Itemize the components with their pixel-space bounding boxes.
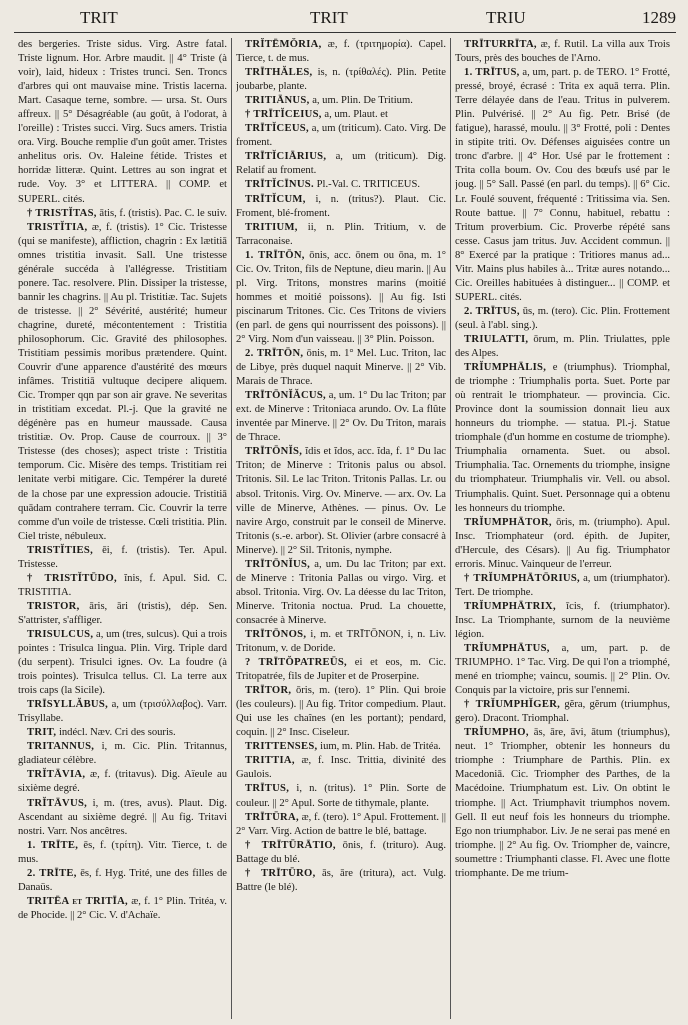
dictionary-entry: [236, 811, 446, 839]
dictionary-entry: [236, 66, 446, 94]
entry-text: æ, f. Insc. Trittia, divinité des Gaulois.: [236, 755, 446, 781]
entry-text: i, m. et TRĪTŌNON, i, n. Liv. Tritonum, v. de Doride.: [236, 628, 446, 655]
entry-text: ātis, f. (tristis). Pac. C. le suiv.: [99, 207, 227, 219]
entry-headword: ? TRĪTŎPATREŪS,: [245, 657, 348, 669]
entry-headword: TRĪTŌNOS,: [245, 628, 307, 640]
entry-text: a, um (τρισύλλαβος). Varr. Trisyllabe.: [18, 699, 227, 725]
dictionary-entry: [18, 740, 227, 768]
entry-text: ās, āre, āvi, ātum (triumphus), neut. 1° Triompher, obtenir les honneurs du triomphe : Triumphare de Parthis. Plin. ex Macedoniā. Cic. Triompher des Parthes, de la Macédoine. Triumphatum est. Liv. On obtint le triomphe. || Act. Triumphavit triumphos novem. Gell. Il eut neuf fois les honneurs du triomphe. Ego non triumphabor. Liv. Je ne serai pas mené en triomphe. || 2° Au fig. Ov. Triompher de, vaincre, soumettre : Triumphanti classe. Fl. Avec une flotte triomphante. De me trium-: [455, 727, 670, 879]
dictionary-entry: [455, 642, 670, 698]
dictionary-entry: [18, 895, 227, 923]
dictionary-entry: [18, 221, 227, 544]
entry-text: is, n. (τρίθαλές). Plin. Petite joubarbe, plante.: [236, 67, 446, 93]
dictionary-entry: [236, 108, 446, 122]
entry-headword: 1. TRĪTUS,: [464, 67, 520, 79]
entry-text: ōris, m. (tero). 1° Plin. Qui broie (les couleurs). || Au fig. Tritor compedium. Plaut. Qui use les chaînes (en les portant); pendard, coquin. || 2° Insc. Ciseleur.: [236, 685, 446, 739]
dictionary-entry: [236, 839, 446, 867]
entry-text: gĕra, gĕrum (triumphus, gero). Dracont. Triomphal.: [455, 699, 670, 725]
dictionary-entry: [455, 600, 670, 642]
entry-headword: 2. TRĪTUS,: [464, 305, 520, 317]
dictionary-entry: [18, 768, 227, 796]
column-divider: [450, 38, 451, 1019]
entry-headword: † TRĬUMPHĬGER,: [464, 699, 561, 711]
column-middle: [236, 38, 446, 1019]
entry-text: a, um (triticum). Cato. Virg. De froment.: [236, 123, 446, 149]
entry-text: ēs, f. (τρίτη). Vitr. Tierce, t. de mus.: [18, 839, 227, 865]
dictionary-entry: [236, 684, 446, 740]
entry-headword: TRISTĬTIES,: [27, 544, 94, 556]
dictionary-entry: [236, 122, 446, 150]
entry-headword: TRĪTŌNĬĂCUS,: [245, 390, 327, 402]
entry-headword: TRĪTOR,: [245, 685, 292, 697]
dictionary-entry: [18, 867, 227, 895]
entry-text: a, um (triticum). Dig. Relatif au froment.: [236, 151, 446, 177]
entry-headword: TRĪTĬCĪNUS.: [245, 179, 314, 191]
entry-text: ōnis, m. 1° Mel. Luc. Triton, lac de Libye, près duquel naquit Minerve. || 2° Vib. Marais de Thrace.: [236, 348, 446, 388]
dictionary-entry: [236, 38, 446, 66]
entry-headword: TRĬTĀVUS,: [27, 797, 88, 809]
entry-headword: TRĬUMPHĀTOR,: [464, 516, 552, 528]
entry-headword: TRISTOR,: [27, 600, 80, 612]
entry-text: a, um (triumphator). Tert. De triomphe.: [455, 572, 670, 598]
dictionary-entry: [236, 445, 446, 557]
entry-text: æ, f. (tristis). 1° Cic. Tristesse (qui se manifeste), affliction, chagrin : Ex lætitiā omnes tristitia invasit. Sall. Une tristesse générale succéda à l'allégresse. Tristitiam ponere. Tac. resolvere. Plin. Dissiper la tristesse, bannir les chagrins. || Au pl. Tristitiæ. Tac. Sujets de tristesse. || 2° Sévérité, austérité; humeur chagrine, dureté, mécontentement : Tristitia philosophorum. Cic. Gravité des philosophes. Tristitiam pessimis moribus prætendere. Quint. Couvrir d'une apparence d'austérité des mœurs infâmes. Tristitiā vultuque decipere aliquem. Cic. Tromper qqn par son air grave. Ne severitas in tristitiam excedat. Pl.-j. Que la gravité ne dégénère pas en humeur maussade. Causa tristitiæ. Ov. Prop. Cause de courroux. || 3° Tristesse (des choses); aspect triste : Tristitia temporum. Cic. Misère des temps. Tristitiam rei lenitate verbi mitigare. Cic. Tempérer la dureté de la chose par une expression adoucie. Tristitiā quādam contrahere terram. Cic. Couvrir la terre comme d'un voile de tristesse. Cœli tristitia. Plin. Ciel triste, nébuleux.: [18, 221, 227, 542]
entry-headword: TRĪTĬCEUS,: [245, 123, 309, 135]
entry-headword: TRIULATTI,: [464, 333, 529, 345]
entry-text: a, um, part. p. de TRIUMPHO. 1° Tac. Virg. De qui l'on a triomphé, mené en triomphe; vaincu, soumis. || 2° Plin. Ov. Conquis par la victoire, pris sur l'ennemi.: [455, 643, 670, 697]
entry-text: æ, f. 1° Plin. Tritéa, v. de Phocide. || 2° Cic. V. d'Achaïe.: [18, 895, 227, 921]
dictionary-entry: [455, 726, 670, 881]
entry-headword: 2. TRĪTE,: [27, 867, 77, 879]
entry-headword: † TRĪTĬCEIUS,: [245, 109, 322, 121]
dictionary-entry: [455, 698, 670, 726]
entry-text: ōnis, f. (trituro). Aug. Battage du blé.: [236, 839, 446, 865]
entry-text: Pl.-Val. C. TRITICEUS.: [316, 179, 421, 191]
dictionary-entry: [236, 94, 446, 108]
entry-headword: † TRISTĬTAS,: [27, 207, 97, 219]
entry-text: ōnis, acc. ōnem ou ōna, m. 1° Cic. Ov. Triton, fils de Neptune, dieu marin. || Au pl. Virg. Tritons, monstres marins (moitié hommes et moitié poissons). || Au fig. Isti piscinarum Tritones. Cic. Ces Tritons de viviers (en parl. de gens qui nourrissent des poissons). || 2° Virg. Nom d'un vaisseau. || 3° Plin. Poisson.: [236, 249, 446, 345]
entry-text: des bergeries. Triste sidus. Virg. Astre fatal. Triste lignum. Hor. Arbre maudit. || 4° Triste (à voir), laid, hideux : Tristes trunci. Sen. Troncs d'arbres qui ont mauvaise mine. Tristis lacerna. Mart. Casaque terne, sombre. — ursa. St. Ours affreux. || 5° Désagréable (au goût, à l'odorat, à l'oreille) : Tristes succi. Virg. Sucs amers. Tristia ora. Virg. Bouche remplie d'un goût amer. Tristes anhelitus oris. Ov. Haleine fétide. Tristes et horridæ litteræ. Quint. Lettres au son ingrat et rude. Voy. 3° et LITTERA. || COMP. et SUPERL. cités.: [18, 39, 227, 205]
dictionary-entry: [18, 797, 227, 839]
dictionary-entry: [18, 600, 227, 628]
dictionary-entry: [18, 38, 227, 207]
entry-headword: TRĬUMPHĀLIS,: [464, 362, 547, 374]
dictionary-entry: [236, 656, 446, 684]
entry-headword: TRĪTŪRA,: [245, 811, 299, 823]
column-left: [18, 38, 227, 1019]
entry-headword: TRITTENSES,: [245, 741, 318, 753]
entry-text: a, um. Plaut. et: [324, 109, 388, 121]
entry-headword: TRĪTURRĪTA,: [464, 39, 537, 50]
entry-headword: † TRĬUMPHĀTŌRIUS,: [464, 572, 580, 584]
header-left-word: TRIT: [80, 8, 118, 27]
dictionary-entry: [455, 66, 670, 305]
entry-text: ĭnis, f. Apul. Sid. C. TRISTITIA.: [18, 572, 227, 598]
entry-headword: TRĬUMPHĀTUS,: [464, 643, 550, 655]
entry-headword: TRIT,: [27, 727, 57, 739]
dictionary-entry: [18, 839, 227, 867]
entry-headword: 1. TRĪTŌN,: [245, 249, 305, 261]
dictionary-entry: [455, 572, 670, 600]
entry-text: i, m. Cic. Plin. Tritannus, gladiateur célèbre.: [18, 741, 227, 767]
entry-text: āris, āri (tristis), dép. Sen. S'attrister, s'affliger.: [18, 600, 227, 626]
dictionary-entry: [236, 740, 446, 754]
entry-text: a, um. Plin. De Tritium.: [312, 95, 413, 107]
header-rule: [14, 32, 676, 33]
entry-headword: TRĬTĒMŎRIA,: [245, 39, 322, 50]
entry-headword: TRITIĀNUS,: [245, 95, 310, 107]
entry-text: e (triumphus). Triomphal, de triomphe : Triumphalis porta. Suet. Porte par où rentrait le triomphateur. — provincia. Cic. Province dont la soumission donnait lieu aux honneurs du triomphe. — statua. Pl.-j. Statue triomphale (d'un homme en costume de triomphe). Triumphalia ornamenta. Suet. ou absol. Triumphalia. Tac. Ornements du triomphe, insigne du triomphateur. Triumphalis vir. Vell. ou absol. Triumphalis. Quint. Suet. Personnage qui a obtenu les honneurs du triomphe.: [455, 362, 670, 514]
entry-text: i, n. (tritus). 1° Plin. Sorte de couleur. || 2° Apul. Sorte de tithymale, plante.: [236, 783, 446, 809]
entry-text: æ, f. (tritavus). Dig. Aïeule au sixième degré.: [18, 769, 227, 795]
dictionary-entry: [18, 698, 227, 726]
header-right-word: TRIU: [486, 8, 526, 27]
entry-headword: TRĪSYLLĂBUS,: [27, 699, 109, 711]
entry-headword: TRĪTŌNĬS,: [245, 446, 303, 458]
entry-text: a, um, part. p. de TERO. 1° Frotté, pressé, broyé, écrasé : Trita ex aquā terra. Plin. Terre délayée dans de l'eau. Tritus in pulverem. Plin. Pulvérisé. || 2° Au fig. Petr. Brisé (de fatigue), harassé, moulu. || 3° Frotté, poli : Dentes in stipite triti. Ov. Défenses aiguisées contre un tronc d'arbre. || 4° Hor. Usé par le frottement : Trita colla boum. Ov. Cou des bœufs usé par le joug. || 5° Sall. Passé (en parl. du temps). || 6° Cic. Lr. Foulé souvent, fréquenté : Tritissima via. Sen. Route battue. || 7° Connu, habituel, rebattu : Tritum proverbium. Cic. Proverbe répété sans cesse. Casus jam tritus. Juv. Accident commun. || 8° Exercé par la pratique : Tritiores manus ad... Vitr. Mains plus habiles à... Tritæ aures notando... Cic. Oreilles habituées à distinguer... || COMP. et SUPERL. cités.: [455, 67, 670, 303]
dictionary-entry: [236, 249, 446, 347]
dictionary-entry: [236, 754, 446, 782]
entry-headword: TRISTĬTIA,: [27, 221, 88, 233]
dictionary-entry: [236, 389, 446, 445]
dictionary-entry: [455, 516, 670, 572]
entry-headword: TRĪTŌNĬUS,: [245, 558, 311, 570]
entry-headword: TRĬUMPHO,: [464, 727, 529, 739]
header-middle-word: TRIT: [310, 8, 348, 27]
dictionary-entry: [236, 178, 446, 192]
entry-text: a, um. 1° Du lac Triton; par ext. de Minerve : Tritoniaca arundo. Ov. La flûte inventée par Minerve. || 2° Ov. Du Triton, marais de Thrace.: [236, 390, 446, 444]
entry-text: ōris, m. (triumpho). Apul. Insc. Triomphateur (ord. épith. de Jupiter, d'Hercule, des Césars). || Au fig. Triumphator erroris. Minuc. Vainqueur de l'erreur.: [455, 516, 670, 570]
dictionary-entry: [18, 207, 227, 221]
dictionary-entry: [236, 193, 446, 221]
entry-text: ās, āre (tritura), act. Vulg. Battre (le blé).: [236, 867, 446, 893]
entry-text: i, m. (tres, avus). Plaut. Dig. Ascendant au sixième degré. || Au fig. Tritavi nostri. Varr. Nos ancêtres.: [18, 797, 227, 837]
entry-headword: † TRĪTŪRO,: [245, 867, 316, 879]
dictionary-entry: [18, 544, 227, 572]
entry-headword: † TRĪTŪRĀTIO,: [245, 839, 336, 851]
entry-headword: 2. TRĪTŌN,: [245, 348, 304, 360]
entry-text: ūs, m. (tero). Cic. Plin. Frottement (seul. à l'abl. sing.).: [455, 305, 670, 331]
entry-headword: TRĪTĬCIĀRIUS,: [245, 151, 327, 163]
entry-text: ei et eos, m. Cic. Tritopatrée, fils de Jupiter et de Proserpine.: [236, 657, 446, 683]
dictionary-entry: [236, 150, 446, 178]
entry-headword: TRĪTĬCUM,: [245, 193, 306, 205]
entry-headword: TRITTIA,: [245, 755, 295, 767]
dictionary-entry: [236, 221, 446, 249]
entry-text: ēs, f. Hyg. Trité, une des filles de Danaüs.: [18, 867, 227, 893]
entry-headword: TRITANNUS,: [27, 741, 95, 753]
entry-headword: TRISULCUS,: [27, 628, 94, 640]
entry-text: a, um (tres, sulcus). Qui a trois pointes : Trisulca lingua. Plin. Virg. Triple dard (du serpent). Trisulci ignes. Ov. La foudre (à trois pointes). Trisulca tellus. Cl. La terre aux trois caps (la Sicile).: [18, 628, 227, 697]
entry-headword: TRITĒA et TRITĪA,: [27, 895, 129, 907]
dictionary-entry: [455, 305, 670, 333]
entry-headword: TRĬUMPHĀTRIX,: [464, 600, 556, 612]
entry-text: īcis, f. (triumphator). Insc. La Triomphante, surnom de la neuvième légion.: [455, 600, 670, 640]
dictionary-entry: [236, 558, 446, 628]
entry-text: æ, f. Rutil. La villa aux Trois Tours, près des bouches de l'Arno.: [455, 39, 670, 65]
entry-text: ōrum, m. Plin. Triulattes, pple des Alpes.: [455, 333, 670, 360]
entry-text: æ, f. (tero). 1° Apul. Frottement. || 2° Varr. Virg. Action de battre le blé, battage.: [236, 811, 446, 837]
dictionary-entry: [455, 333, 670, 361]
entry-text: ēi, f. (tristis). Ter. Apul. Tristesse.: [18, 544, 227, 570]
running-header: [14, 8, 676, 30]
entry-headword: TRĬTĀVIA,: [27, 769, 86, 781]
dictionary-entry: [18, 726, 227, 740]
dictionary-entry: [236, 782, 446, 810]
entry-headword: TRĪTHĂLES,: [245, 67, 313, 79]
column-right: [455, 38, 670, 1019]
entry-text: indécl. Næv. Cri des souris.: [58, 727, 176, 739]
entry-headword: † TRISTĬTŪDO,: [27, 572, 117, 584]
dictionary-entry: [455, 361, 670, 516]
entry-headword: TRĪTUS,: [245, 783, 290, 795]
entry-headword: 1. TRĪTE,: [27, 839, 79, 851]
dictionary-entry: [236, 347, 446, 389]
column-divider: [231, 38, 232, 1019]
dictionary-entry: [455, 38, 670, 66]
entry-text: ĭdis et ĭdos, acc. ĭda, f. 1° Du lac Triton; de Minerve : Tritonis palus ou absol. Tritonis. Sil. Le lac Triton. Tritonis Pallas. Lr. ou absol. Tritonis. Virg. Ov. Minerve. — arx. Ov. La ville de Minerve, Athènes. — pinus. Ov. Le navire Argo, construit par le conseil de Minerve. Tritonis (s.-e. arbor). St. Olivier (arbre consacré à Minerve). || 2° Sil. Tritonis, nymphe.: [236, 446, 446, 556]
entry-text: i, n. (tritus?). Plaut. Cic. Froment, blé-froment.: [236, 193, 446, 219]
entry-headword: TRITIUM,: [245, 221, 298, 233]
entry-text: ii, n. Plin. Tritium, v. de Tarraconaise.: [236, 221, 446, 247]
page-number: 1289: [642, 8, 676, 27]
dictionary-entry: [236, 628, 446, 656]
dictionary-entry: [18, 628, 227, 698]
entry-text: æ, f. (τριτημορία). Capel. Tierce, t. de mus.: [236, 39, 446, 65]
entry-text: a, um. Du lac Triton; par ext. de Minerve : Tritonia Pallas ou virgo. Virg. et absol. Tritonia. Virg. Ov. La déesse du lac Triton, Minerve. Tritonia noctua. Prud. La chouette, consacrée à Minerve.: [236, 558, 446, 626]
entry-text: ium, m. Plin. Hab. de Tritéa.: [320, 741, 441, 753]
dictionary-entry: [236, 867, 446, 895]
dictionary-entry: [18, 572, 227, 600]
